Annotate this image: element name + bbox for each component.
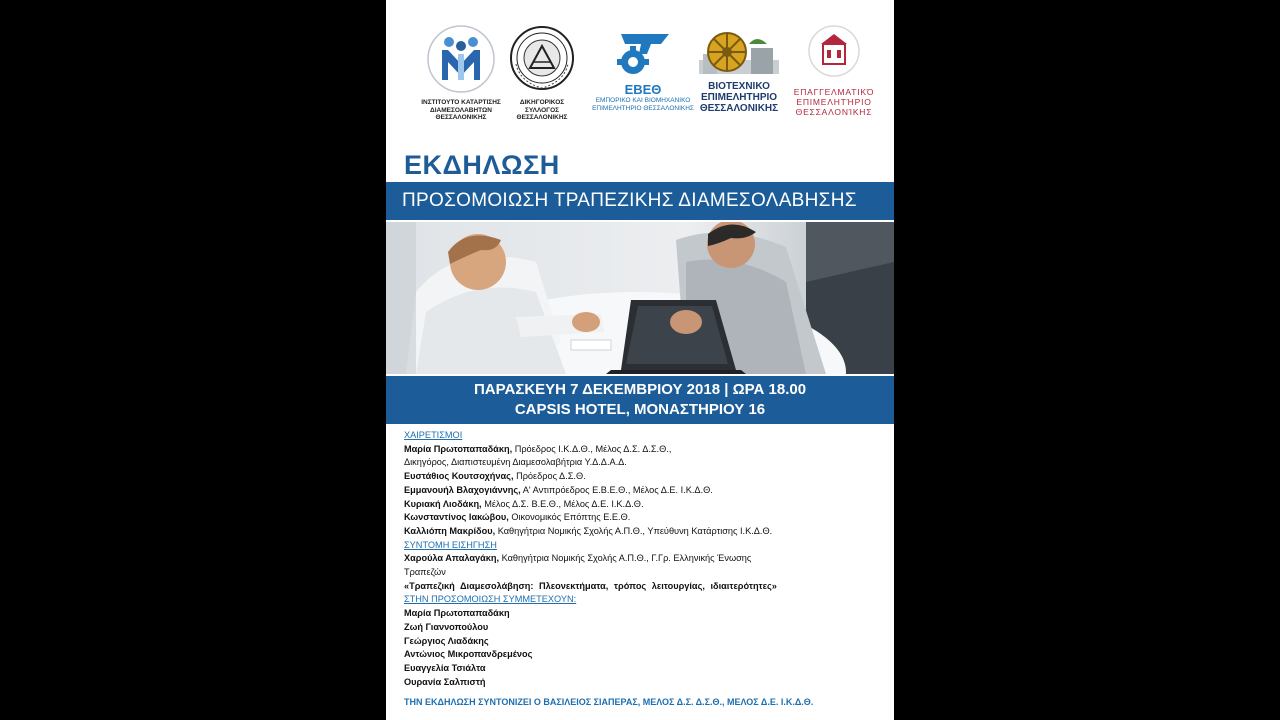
speaker-role: Οικονομικός Επόπτης Ε.Ε.Θ.	[511, 512, 631, 523]
participant-name: Αντώνιος Μικροπανδρεμένος	[404, 649, 533, 660]
ikdth-caption-3: ΘΕΣΣΑΛΟΝΙΚΗΣ	[435, 114, 487, 121]
speaker-line	[404, 525, 888, 539]
speaker-role-continued: Δικηγόρος, Διαπιστευμένη Διαμεσολαβήτρια Υ.Δ.Δ.Α.Δ.	[404, 457, 627, 468]
ikdth-caption-1: ΙΝΣΤΙΤΟΥΤΟ ΚΑΤΑΡΤΙΣΗΣ	[421, 99, 501, 106]
speaker-line	[404, 470, 888, 484]
participants-heading: ΣΤΗΝ ΠΡΟΣΟΜΟΙΩΣΗ ΣΥΜΜΕΤΕΧΟΥΝ:	[404, 594, 577, 605]
participant-name: Ουρανία Σαλπιστή	[404, 676, 486, 687]
logo-eeth	[790, 24, 878, 117]
speaker-role: Πρόεδρος Δ.Σ.Θ.	[516, 471, 586, 482]
eveth-caption-1: ΕΜΠΟΡΙΚΟ ΚΑΙ ΒΙΟΜΗΧΑΝΙΚΟ	[595, 97, 691, 104]
event-title: ΕΚΔΗΛΩΣΗ	[404, 150, 560, 180]
logo-beth	[694, 30, 784, 114]
dsth-caption-1: ΔΙΚΗΓΟΡΙΚΟΣ	[519, 99, 565, 106]
dsth-caption-3: ΘΕΣΣΑΛΟΝΙΚΗΣ	[516, 114, 568, 121]
participant-name: Μαρία Πρωτοπαπαδάκη	[404, 608, 510, 619]
event-date-time: ΠΑΡΑΣΚΕΥΗ 7 ΔΕΚΕΜΒΡΙΟΥ 2018 | ΩΡΑ 18.00	[473, 381, 807, 398]
speaker-role: Καθηγήτρια Νομικής Σχολής Α.Π.Θ., Υπεύθυνη Κατάρτισης Ι.Κ.Δ.Θ.	[497, 525, 773, 536]
beth-caption-1: ΒΙΟΤΕΧΝΙΚΟ	[708, 81, 770, 92]
speaker-name: Καλλιόπη Μακρίδου,	[404, 525, 496, 536]
dsth-caption-2: ΣΥΛΛΟΓΟΣ	[524, 106, 560, 114]
beth-caption-3: ΘΕΣΣΑΛΟΝΙΚΗΣ	[699, 103, 779, 114]
speaker-line	[404, 484, 888, 498]
greetings-heading: ΧΑΙΡΕΤΙΣΜΟΙ	[404, 430, 463, 440]
eeth-caption-2: ΕΠΙΜΕΛΗΤΉΡΙΟ	[796, 97, 872, 107]
dsth-seal-icon	[508, 24, 576, 94]
talk-title: «Τραπεζική Διαμεσολάβηση: Πλεονεκτήματα, τρόπος λειτουργίας, ιδιαιτερότητες»	[404, 580, 777, 591]
eveth-caption-2: ΕΠΙΜΕΛΗΤΗΡΙΟ ΘΕΣΣΑΛΟΝΙΚΗΣ	[592, 104, 694, 112]
coordinator-footer: ΤΗΝ ΕΚΔΗΛΩΣΗ ΣΥΝΤΟΝΙΖΕΙ Ο ΒΑΣΙΛΕΙΟΣ ΣΙΑΠΕΡΑΣ, ΜΕΛΟΣ Δ.Σ. Δ.Σ.Θ., ΜΕΛΟΣ Δ.Ε. Ι.Κ.Δ.Θ.	[404, 697, 814, 707]
programme	[404, 429, 888, 689]
speaker-name: Εμμανουήλ Βλαχογιάννης,	[404, 484, 521, 495]
speaker-line	[404, 443, 888, 457]
beth-wheel-icon	[697, 30, 781, 76]
meeting-photo	[386, 222, 894, 374]
eveth-gear-icon	[611, 30, 675, 78]
title-band	[386, 182, 894, 220]
talk-speaker-role-continued: Τραπεζών	[404, 567, 446, 578]
event-poster	[386, 0, 894, 720]
logo-eveth	[590, 30, 696, 112]
talk-speaker-name: Χαρούλα Απαλαγάκη,	[404, 553, 500, 564]
talk-heading: ΣΥΝΤΟΜΗ ΕΙΣΗΓΗΣΗ	[404, 539, 497, 550]
logo-ikdth	[413, 24, 509, 122]
eeth-caption-3: ΘΕΣΣΑΛΟΝΊΚΗΣ	[795, 107, 873, 117]
speaker-name: Κωνσταντίνος Ιακώβου,	[404, 512, 509, 523]
speaker-name: Μαρία Πρωτοπαπαδάκη,	[404, 443, 513, 454]
participant-name: Γεώργιος Λιαδάκης	[404, 635, 489, 646]
eveth-acronym: ΕΒΕΘ	[624, 82, 662, 97]
speaker-line	[404, 511, 888, 525]
eeth-caption-1: ΕΠΑΓΓΕΛΜΑΤΙΚΌ	[793, 87, 875, 97]
speaker-role: Α' Αντιπρόεδρος Ε.Β.Ε.Θ., Μέλος Δ.Ε. Ι.Κ.Δ.Θ.	[522, 484, 713, 495]
speaker-line	[404, 498, 888, 512]
talk-speaker-line	[404, 552, 888, 566]
event-subtitle: ΠΡΟΣΟΜΟΙΩΣΗ ΤΡΑΠΕΖΙΚΗΣ ΔΙΑΜΕΣΟΛΑΒΗΣΗΣ	[402, 190, 857, 211]
speaker-name: Ευστάθιος Κουτσοχήνας,	[404, 471, 514, 482]
participant-name: Ευαγγελία Τσιάλτα	[404, 662, 486, 673]
talk-speaker-role: Καθηγήτρια Νομικής Σχολής Α.Π.Θ., Γ.Γρ. Ελληνικής Ένωσης	[501, 553, 752, 564]
ikdth-emblem-icon	[426, 24, 496, 94]
eeth-emblem-icon	[807, 24, 861, 78]
logo-dsth	[504, 24, 580, 122]
speaker-role: Πρόεδρος Ι.Κ.Δ.Θ., Μέλος Δ.Σ. Δ.Σ.Θ.,	[514, 443, 672, 454]
beth-caption-2: ΕΠΙΜΕΛΗΤΗΡΙΟ	[700, 92, 778, 103]
ikdth-caption-2: ΔΙΑΜΕΣΟΛΑΒΗΤΩΝ	[430, 106, 492, 114]
speaker-name: Κυριακή Λιοδάκη,	[404, 498, 482, 509]
info-band	[386, 376, 894, 424]
speaker-role: Μέλος Δ.Σ. Β.Ε.Θ., Μέλος Δ.Ε. Ι.Κ.Δ.Θ.	[484, 498, 644, 509]
event-venue: CAPSIS HOTEL, ΜΟΝΑΣΤΗΡΙΟΥ 16	[514, 401, 766, 418]
participant-name: Ζωή Γιαννοπούλου	[404, 621, 489, 632]
